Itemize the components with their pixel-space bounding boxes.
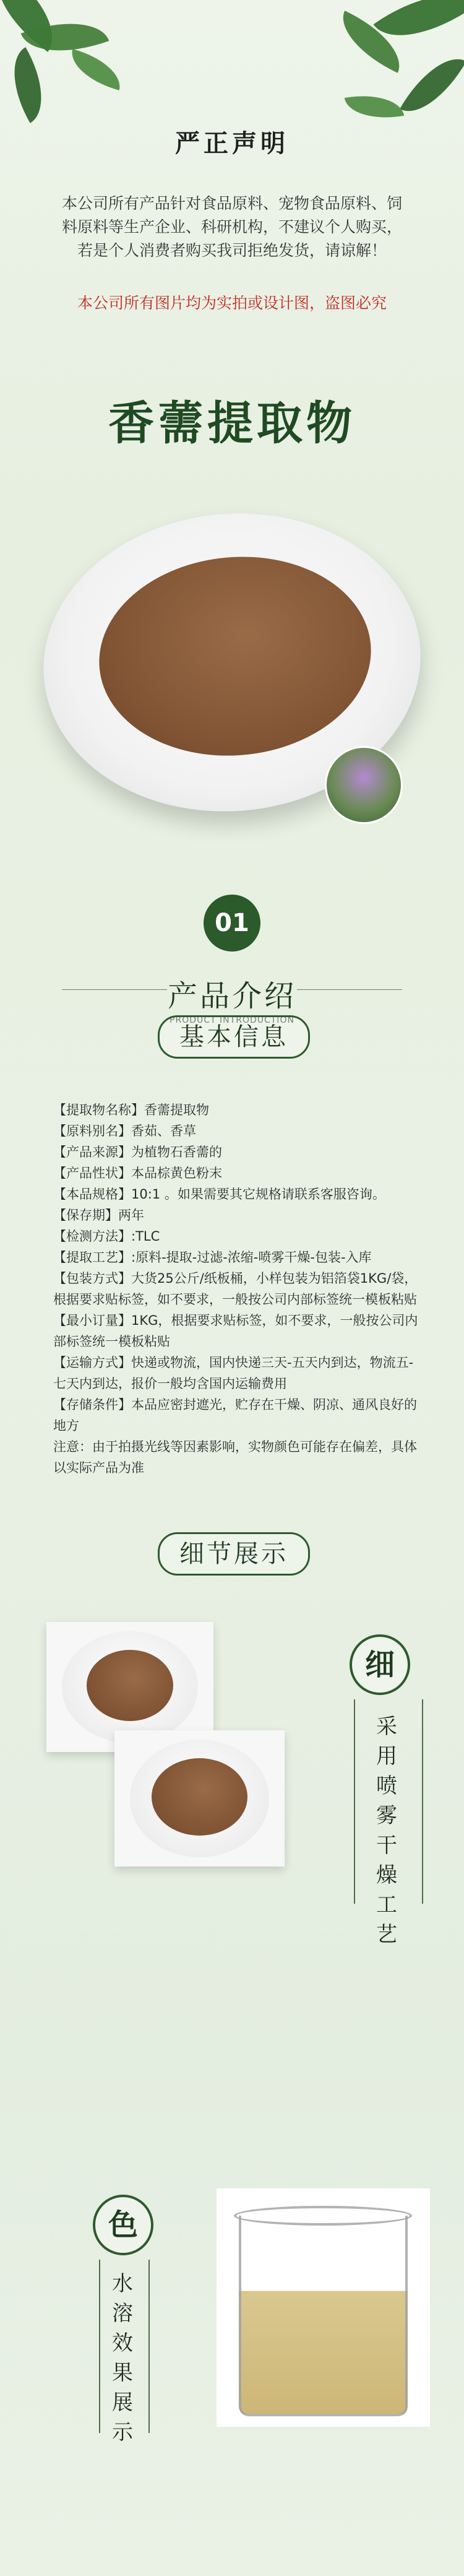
section-number-badge: 01 xyxy=(204,895,260,952)
product-title: 香薷提取物 xyxy=(108,397,356,450)
info-row: 【本品规格】10:1 。如果需要其它规格请联系客服咨询。 xyxy=(53,1187,385,1202)
info-row: 【存储条件】本品应密封遮光，贮存在干燥、阴凉、通风良好的地方 xyxy=(53,1397,417,1433)
vertical-line xyxy=(354,1699,355,1904)
leaf-decoration xyxy=(400,45,464,126)
section-title: 产品介绍 xyxy=(167,979,296,1013)
details-label: 细节展示 xyxy=(158,1532,310,1576)
info-row: 【提取物名称】香薷提取物 xyxy=(53,1103,209,1117)
detail-image-2 xyxy=(114,1730,285,1867)
basic-info-list xyxy=(53,1099,418,1478)
beaker-liquid xyxy=(239,2216,408,2416)
declaration-body: 本公司所有产品针对食品原料、宠物食品原料、饲料原料等生产企业、科研机构，不建议个人购买，若是个人消费者购买我司拒绝发货，请谅解！ xyxy=(61,194,402,259)
info-row: 【产品来源】为植物石香薷的 xyxy=(53,1145,222,1160)
vertical-line xyxy=(99,2260,100,2433)
detail-powder xyxy=(152,1758,247,1836)
info-row: 注意：由于拍摄光线等因素影响，实物颜色可能存在偏差，具体以实际产品为准 xyxy=(53,1439,417,1475)
basic-info-label: 基本信息 xyxy=(158,1015,310,1059)
info-row: 【保存期】两年 xyxy=(53,1208,144,1223)
detail-powder xyxy=(87,1650,173,1721)
fine-tag-badge: 细 xyxy=(350,1634,410,1695)
info-row: 【提取工艺】:原料-提取-过滤-浓缩-喷雾干燥-包装-入库 xyxy=(53,1250,372,1265)
leaf-decoration xyxy=(345,89,404,126)
vertical-line xyxy=(148,2260,150,2433)
color-tag-badge: 色 xyxy=(93,2195,153,2255)
section-subtitle: PRODUCT INTRODUCTION xyxy=(170,1015,294,1025)
color-caption: 水溶效果展示 xyxy=(112,2271,133,2445)
info-row: 【包装方式】大货25公斤/纸板桶，小样包装为铝箔袋1KG/袋，根据要求贴标签，如不要求，一般按公司内部标签统一模板粘贴 xyxy=(53,1271,418,1307)
declaration-title: 严正声明 xyxy=(175,129,289,158)
plant-flower-image xyxy=(325,746,403,824)
leaf-decoration xyxy=(0,47,59,123)
declaration-red-note: 本公司所有图片均为实拍或设计图，盗图必究 xyxy=(77,294,387,312)
info-row: 【检测方法】:TLC xyxy=(53,1229,160,1244)
fine-caption: 采用喷雾干燥工艺 xyxy=(376,1714,397,1947)
leaf-decoration xyxy=(66,49,127,90)
vertical-line xyxy=(422,1699,423,1904)
beaker-image xyxy=(217,2188,430,2427)
info-row: 【运输方式】快递或物流，国内快递三天-五天内到达，物流五-七天内到达，报价一般均含国内运输费用 xyxy=(53,1355,414,1391)
info-row: 【原料别名】香茹、香草 xyxy=(53,1124,196,1138)
info-row: 【产品性状】本品棕黄色粉末 xyxy=(53,1166,222,1181)
info-row: 【最小订量】1KG，根据要求贴标签，如不要求，一般按公司内部标签统一模板粘贴 xyxy=(53,1313,418,1349)
